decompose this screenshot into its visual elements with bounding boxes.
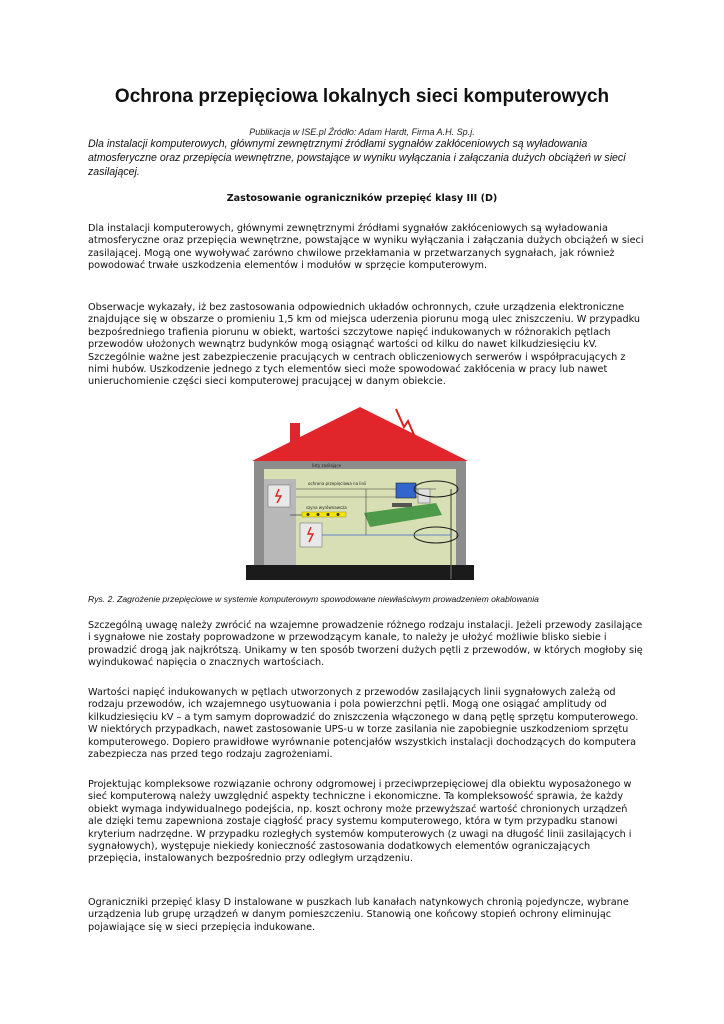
fuse-box-lower xyxy=(300,523,322,547)
figure-caption: Rys. 2. Zagrożenie przepięciowe w systemie komputerowym spowodowane niewłaściwym prowadzeniem okablowania xyxy=(88,594,539,604)
figure-label-mid: ochrona przepięciowa na linii xyxy=(308,481,367,486)
body-paragraph: Obserwacje wykazały, iż bez zastosowania odpowiednich układów ochronnych, czułe urządzenia elektroniczne znajdujące się w obszarze o promieniu 1,5 km od miejsca uderzenia piorunu mogą ulec zniszczeniu. W przypadku bezpośredniego trafienia piorunu w obiekt, wartości szczytowe napięć indukowanych w różnorakich pętlach przewodów ułożonych wewnątrz budynków mogą osiągnąć wartości od kilku do nawet kilkudziesięciu kV. Szczególnie ważne jest zabezpieczenie pracujących w centrach obliczeniowych serwerów i współpracujących z nimi hubów. Uszkodzenie jednego z tych elementów sieci może spowodować zakłócenia w pracy lub nawet unieruchomienie części sieci komputerowej pracującej w danym obiekcie. xyxy=(88,302,641,388)
document-title: Ochrona przepięciowa lokalnych sieci komputerowych xyxy=(114,86,610,107)
section-subtitle: Zastosowanie ograniczników przepięć klasy III (D) xyxy=(226,193,498,204)
busbar-terminal xyxy=(327,513,330,516)
house-surge-illustration xyxy=(246,405,474,580)
figure-label-low: szyna wyrównawcza xyxy=(306,505,347,510)
publication-info: Publikacja w ISE.pl Źródło: Adam Hardt, Firma A.H. Sp.j. xyxy=(249,127,475,137)
busbar-terminal xyxy=(317,513,320,516)
body-paragraph: Dla instalacji komputerowych, głównymi zewnętrznymi źródłami sygnałów zakłóceniowych są wyładowania atmosferyczne oraz przepięcia wewnętrzne, powstające w wyniku wyłączania i załączania dużych obciążeń w sieci zasilającej. Mogą one wywoływać zarówno chwilowe przekłamania w przetwarzanych sygnałach, jak również powodować trwałe uszkodzenia elementów i modułów w sprzęcie komputerowym. xyxy=(88,223,644,272)
body-paragraph: Wartości napięć indukowanych w pętlach utworzonych z przewodów zasilających linii sygnałowych zależą od rodzaju przewodów, ich wzajemnego usytuowania i pola powierzchni pętli. Mogą one osiągać amplitudy od kilkudziesięciu kV – a tym samym doprowadzić do zniszczenia włączonego w daną pętlę sprzętu komputerowego. W niektórych przypadkach, nawet zastosowanie UPS-u w torze zasilania nie zapobiegnie uszkodzeniom sprzętu komputerowego. Dopiero prawidłowe wyrównanie potencjałów wszystkich instalacji dochodzących do komputera zabezpiecza nas przed tego rodzaju zagrożeniami. xyxy=(88,687,639,761)
body-paragraph: Szczególną uwagę należy zwrócić na wzajemne prowadzenie różnego rodzaju instalacji. Jeżeli przewody zasilające i sygnałowe nie zostały poprowadzone w przewodzącym kanale, to należy je ułożyć możliwie blisko siebie i prowadzić drogą jak najkrótszą. Unikamy w ten sposób tworzeni dużych pętli z przewodów, w których mogłoby się wyindukować napięcia o znacznych wartościach. xyxy=(88,620,643,669)
house-roof xyxy=(252,407,468,461)
keyboard-icon xyxy=(392,503,412,507)
body-paragraph: Projektując kompleksowe rozwiązanie ochrony odgromowej i przeciwprzepięciowej dla obiektu wyposażonego w sieć komputerową należy uwzględnić aspekty techniczne i ekonomiczne. Ta kompleksowość sprawia, że każdy obiekt wymaga indywidualnego podejścia, np. koszt ochrony może przewyższać wartość chronionych urządzeń ale dzięki temu zapewniona zostaje ciągłość pracy systemu komputerowego, która w tym przypadku stanowi kryterium nadrzędne. W przypadku rozległych systemów komputerowych (z uwagi na długość linii zasilających i sygnałowych), występuje niekiedy konieczność zastosowania dodatkowych elementów ograniczających przepięcia, instalowanych bezpośrednio przy odległym urządzeniu. xyxy=(88,779,632,865)
computer-monitor-icon xyxy=(396,483,416,498)
busbar-terminal xyxy=(307,513,310,516)
busbar-terminal xyxy=(337,513,340,516)
ground xyxy=(246,565,474,580)
figure-label-top: listy zasilające xyxy=(312,463,342,468)
house-chimney xyxy=(290,423,300,445)
lead-paragraph: Dla instalacji komputerowych, głównymi zewnętrznymi źródłami sygnałów zakłóceniowych są wyładowania atmosferyczne oraz przepięcia wewnętrzne, powstające w wyniku wyłączania i załączania dużych obciążeń w sieci zasilającej. xyxy=(88,138,626,178)
body-paragraph: Ograniczniki przepięć klasy D instalowane w puszkach lub kanałach natynkowych chronią pojedyncze, wybrane urządzenia lub grupę urządzeń w danym pomieszczeniu. Stanowią one końcowy stopień ochrony eliminując pojawiające się w sieci przepięcia indukowane. xyxy=(88,897,629,933)
